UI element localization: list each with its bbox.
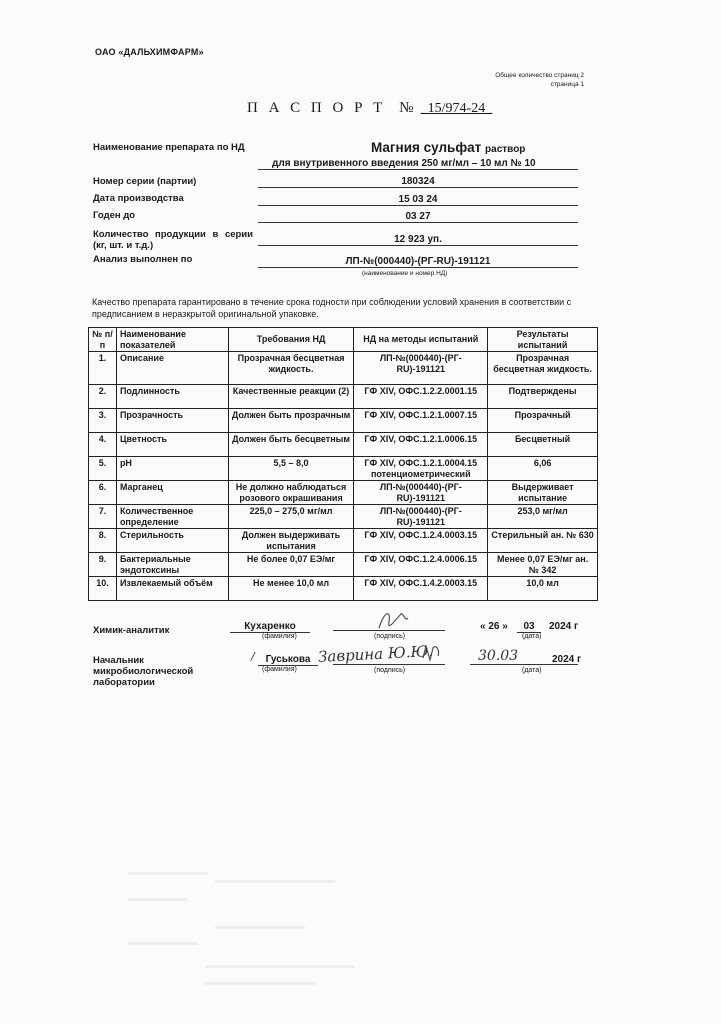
row-result: Прозрачная бесцветная жидкость. (488, 352, 598, 385)
row-indicator: Подлинность (116, 385, 228, 409)
header-results: Результаты испытаний (488, 328, 598, 352)
series-label: Номер серии (партии) (93, 176, 197, 187)
row-num: 2. (89, 385, 117, 409)
row-num: 5. (89, 457, 117, 481)
row-method: ГФ XIV, ОФС.1.4.2.0003.15 (354, 577, 488, 601)
page-number: страница 1 (550, 81, 584, 88)
row-requirement: Должен быть прозрачным (228, 409, 354, 433)
row-num: 6. (89, 481, 117, 505)
table-row (89, 577, 598, 601)
valid-until-label: Годен до (93, 210, 136, 221)
chemist-date-year: 2024 г (549, 621, 579, 632)
row-indicator: Марганец (116, 481, 228, 505)
row-requirement: Не менее 10,0 мл (228, 577, 354, 601)
header-indicator: Наименование показателей (116, 328, 228, 352)
analysis-note: (наименование и номер НД) (362, 270, 448, 277)
title-no-sign: № (399, 100, 414, 116)
chemist-surname-caption: (фамилия) (262, 633, 297, 640)
row-num: 9. (89, 553, 117, 577)
chemist-date-month: 03 (517, 621, 541, 633)
head-label-2: микробиологической (93, 666, 194, 677)
head-name: Гуськова (258, 654, 318, 666)
product-name-label: Наименование препарата по НД (93, 142, 245, 153)
row-requirement: Качественные реакции (2) (228, 385, 354, 409)
row-result: Выдерживает испытание (488, 481, 598, 505)
table-row (89, 481, 598, 505)
table-row (89, 505, 598, 529)
row-num: 3. (89, 409, 117, 433)
series-value: 180324 (258, 176, 578, 188)
quality-statement: Качество препарата гарантировано в течение срока годности при соблюдении условий хранения в соответствии с предписанием в неразкрытой оригинальной упаковке. (92, 297, 572, 319)
row-requirement: Должен быть бесцветным (228, 433, 354, 457)
table-row (89, 553, 598, 577)
row-requirement: Прозрачная бесцветная жидкость. (228, 352, 354, 385)
head-label-1: Начальник (93, 655, 144, 666)
product-name-main: Магния сульфат (371, 140, 482, 155)
chemist-label: Химик-аналитик (93, 625, 170, 636)
row-indicator: Прозрачность (116, 409, 228, 433)
product-name-line2: для внутривенного введения 250 мг/мл – 10 мл № 10 (258, 158, 578, 170)
row-num: 10. (89, 577, 117, 601)
row-result: 253,0 мг/мл (488, 505, 598, 529)
row-num: 8. (89, 529, 117, 553)
passport-number: _15/974-24_ (420, 101, 493, 116)
row-method: ГФ XIV, ОФС.1.2.4.0003.15 (354, 529, 488, 553)
production-date-value: 15 03 24 (258, 194, 578, 206)
row-requirement: Должен выдерживать испытания (228, 529, 354, 553)
valid-until-value: 03 27 (258, 211, 578, 223)
table-row (89, 409, 598, 433)
chemist-signature-caption: (подпись) (374, 633, 406, 640)
head-date: 30.03 (478, 648, 519, 664)
table-row (89, 385, 598, 409)
row-indicator: Извлекаемый объём (116, 577, 228, 601)
chemist-name: Кухаренко (230, 621, 310, 633)
head-signature-caption: (подпись) (374, 667, 406, 674)
head-handwritten-name: Заврина Ю.Ю. (317, 641, 434, 667)
table-row (89, 433, 598, 457)
row-requirement: Не должно наблюдаться розового окрашивания (228, 481, 354, 505)
production-date-label: Дата производства (93, 193, 184, 204)
row-result: Стерильный ан. № 630 (488, 529, 598, 553)
table-row (89, 457, 598, 481)
row-result: Подтверждены (488, 385, 598, 409)
row-result: 6,06 (488, 457, 598, 481)
analysis-value: ЛП-№(000440)-(РГ-RU)-191121 (258, 256, 578, 268)
row-num: 7. (89, 505, 117, 529)
row-result: 10,0 мл (488, 577, 598, 601)
head-signature (420, 642, 444, 664)
analysis-label: Анализ выполнен по (93, 254, 193, 265)
header-num: № п/п (89, 328, 117, 352)
header-requirements: Требования НД (228, 328, 354, 352)
product-name (371, 140, 525, 155)
head-date-year: 2024 г (552, 654, 582, 665)
chemist-date-day: « 26 » (480, 621, 508, 632)
row-requirement: 5,5 – 8,0 (228, 457, 354, 481)
row-method: ГФ XIV, ОФС.1.2.4.0006.15 (354, 553, 488, 577)
row-method: ЛП-№(000440)-(РГ-RU)-191121 (354, 481, 488, 505)
company-name: ОАО «ДАЛЬХИМФАРМ» (95, 47, 204, 57)
header-methods: НД на методы испытаний (354, 328, 488, 352)
row-num: 1. (89, 352, 117, 385)
table-header-row (89, 328, 598, 352)
row-method: ГФ XIV, ОФС.1.2.1.0006.15 (354, 433, 488, 457)
row-indicator: Количественное определение (116, 505, 228, 529)
row-method: ЛП-№(000440)-(РГ-RU)-191121 (354, 352, 488, 385)
results-table (88, 327, 598, 601)
row-method: ГФ XIV, ОФС.1.2.1.0004.15 потенциометрический (354, 457, 488, 481)
chemist-date-caption: (дата) (522, 633, 542, 640)
row-method: ЛП-№(000440)-(РГ-RU)-191121 (354, 505, 488, 529)
chemist-signature (375, 608, 411, 634)
quantity-label-1: Количество продукции в серии (93, 229, 253, 240)
title-label: П А С П О Р Т (247, 100, 386, 116)
row-result: Менее 0,07 ЕЭ/мг ан. № 342 (488, 553, 598, 577)
row-requirement: Не более 0,07 ЕЭ/мг (228, 553, 354, 577)
head-date-caption: (дата) (522, 667, 542, 674)
row-method: ГФ XIV, ОФС.1.2.1.0007.15 (354, 409, 488, 433)
head-label-3: лаборатории (93, 677, 155, 688)
slash-mark: / (251, 650, 255, 663)
row-method: ГФ XIV, ОФС.1.2.2.0001.15 (354, 385, 488, 409)
row-num: 4. (89, 433, 117, 457)
row-result: Прозрачный (488, 409, 598, 433)
row-indicator: pH (116, 457, 228, 481)
row-indicator: Цветность (116, 433, 228, 457)
table-row (89, 529, 598, 553)
pages-total: Общее количество страниц 2 (495, 72, 584, 79)
head-surname-caption: (фамилия) (262, 666, 297, 673)
row-indicator: Бактериальные эндотоксины (116, 553, 228, 577)
quantity-label-2: (кг, шт. и т.д.) (93, 240, 154, 251)
row-indicator: Стерильность (116, 529, 228, 553)
page-count (495, 71, 584, 89)
document-title (247, 100, 492, 117)
row-result: Бесцветный (488, 433, 598, 457)
quantity-value: 12 923 уп. (258, 234, 578, 246)
product-name-suffix: раствор (485, 144, 526, 155)
table-row (89, 352, 598, 385)
row-indicator: Описание (116, 352, 228, 385)
head-signature-line (333, 664, 445, 665)
row-requirement: 225,0 – 275,0 мг/мл (228, 505, 354, 529)
